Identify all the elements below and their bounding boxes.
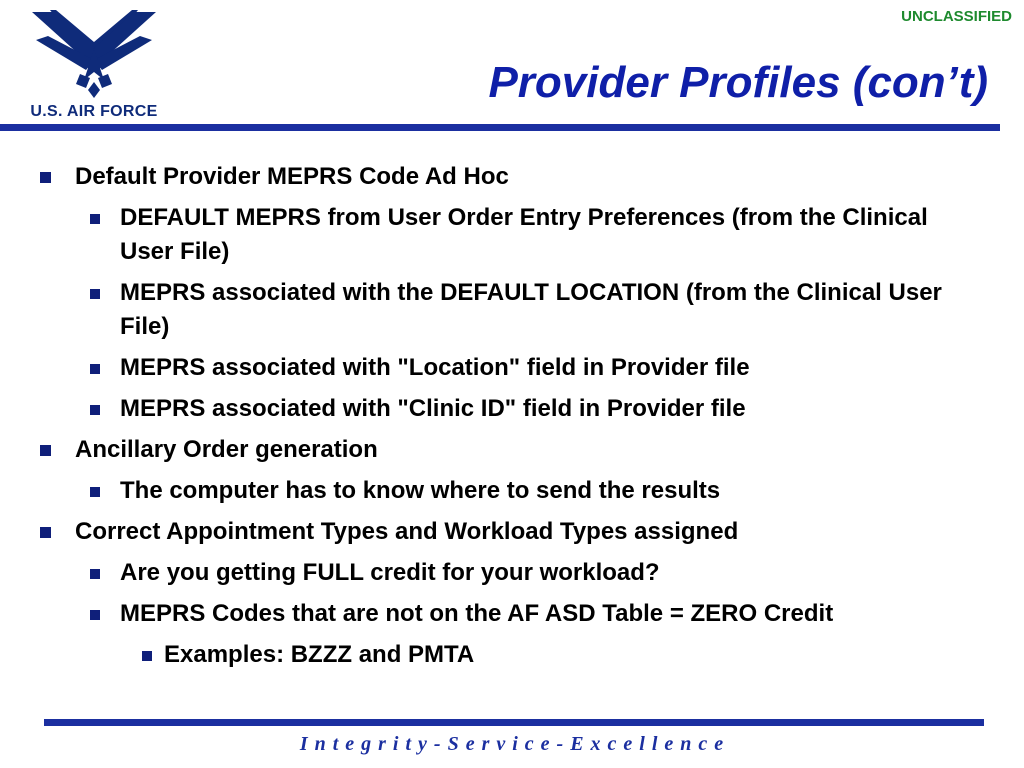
square-bullet-icon	[40, 172, 51, 183]
square-bullet-icon	[90, 569, 100, 579]
bullet-text: MEPRS associated with "Location" field in Provider file	[120, 354, 750, 381]
air-force-symbol-icon	[14, 8, 174, 103]
bullet-item	[36, 392, 986, 426]
bullet-item	[36, 351, 986, 385]
square-bullet-icon	[90, 487, 100, 497]
square-bullet-icon	[142, 651, 152, 661]
square-bullet-icon	[90, 214, 100, 224]
bullet-item	[36, 515, 986, 549]
bullet-text: MEPRS Codes that are not on the AF ASD Table = ZERO Credit	[120, 600, 834, 627]
square-bullet-icon	[40, 527, 51, 538]
square-bullet-icon	[90, 610, 100, 620]
bullet-item	[36, 474, 986, 508]
bullet-item	[36, 638, 986, 672]
square-bullet-icon	[40, 445, 51, 456]
bullet-text: MEPRS associated with "Clinic ID" field in Provider file	[120, 395, 746, 422]
bullet-text: Examples: BZZZ and PMTA	[164, 641, 475, 668]
bullet-item	[36, 433, 986, 467]
footer-motto: I n t e g r i t y - S e r v i c e - E x c e l l e n c e	[299, 733, 725, 755]
square-bullet-icon	[90, 289, 100, 299]
bullet-text: The computer has to know where to send the results	[120, 477, 721, 504]
bullet-item	[36, 276, 986, 344]
air-force-wordmark: U.S. AIR FORCE	[30, 103, 158, 120]
bullet-text: DEFAULT MEPRS from User Order Entry Preferences (from the Clinical User File)	[120, 204, 928, 265]
bullet-text: MEPRS associated with the DEFAULT LOCATION (from the Clinical User File)	[120, 279, 942, 340]
footer-divider	[44, 719, 984, 726]
bullet-item	[36, 201, 986, 269]
bullet-text: Ancillary Order generation	[75, 436, 378, 463]
bullet-list	[36, 160, 986, 672]
air-force-logo	[14, 8, 174, 126]
bullet-text: Default Provider MEPRS Code Ad Hoc	[75, 163, 509, 190]
bullet-item	[36, 556, 986, 590]
bullet-item	[36, 597, 986, 631]
slide-title: Provider Profiles (con’t)	[488, 58, 988, 107]
bullet-text: Correct Appointment Types and Workload Types assigned	[75, 518, 739, 545]
square-bullet-icon	[90, 364, 100, 374]
classification-label: UNCLASSIFIED	[901, 8, 1012, 25]
title-divider	[0, 124, 1000, 131]
square-bullet-icon	[90, 405, 100, 415]
bullet-text: Are you getting FULL credit for your workload?	[120, 559, 660, 586]
bullet-item	[36, 160, 986, 194]
